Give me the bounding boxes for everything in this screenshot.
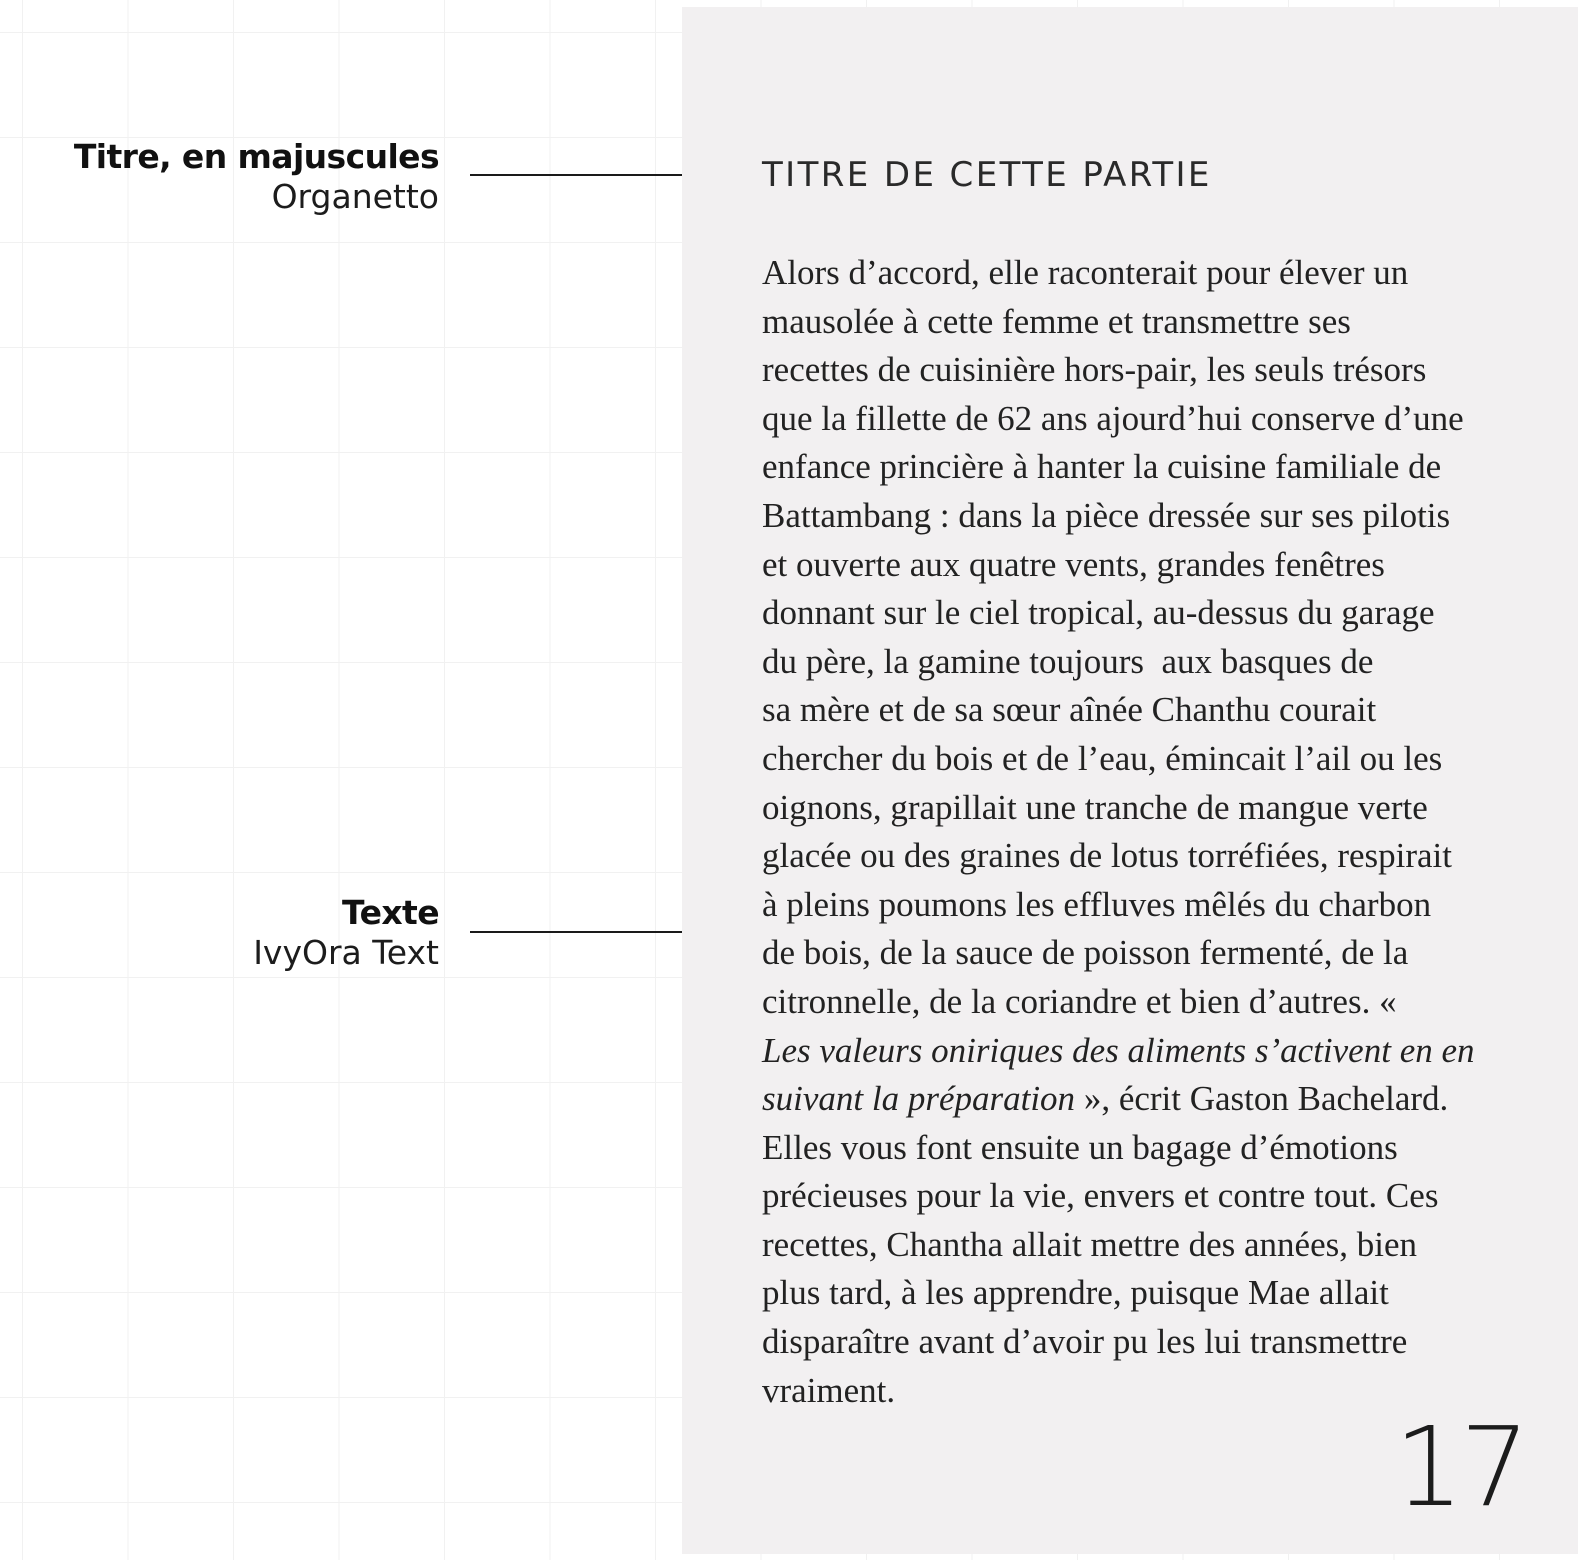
body-line: mausolée à cette femme et transmettre ses: [762, 301, 1351, 341]
quote-italic: Les valeurs oniriques des aliments s’activent en en: [762, 1030, 1475, 1070]
page-number: 17: [1394, 1403, 1526, 1531]
annotation-title-label: Titre, en majuscules: [73, 137, 439, 176]
body-line: glacée ou des graines de lotus torréfiées, respirait: [762, 836, 1453, 876]
body-line: donnant sur le ciel tropical, au-dessus du garage: [762, 593, 1435, 633]
body-line: enfance princière à hanter la cuisine familiale de: [762, 447, 1442, 487]
body-line: que la fillette de 62 ans ajourd’hui conserve d’une: [762, 398, 1464, 438]
annotation-title-font: Organetto: [271, 177, 439, 216]
quote-italic: suivant la préparation: [762, 1079, 1076, 1119]
body-line: sa mère et de sa sœur aînée Chanthu courait: [762, 690, 1377, 730]
body-line: à pleins poumons les effluves mêlés du charbon: [762, 884, 1432, 924]
annotation-text-font: IvyOra Text: [253, 933, 439, 972]
body-line: oignons, grapillait une tranche de mangue verte: [762, 787, 1428, 827]
body-line: Alors d’accord, elle raconterait pour élever un: [762, 253, 1409, 292]
quote-attribution: », écrit Gaston Bachelard.: [1075, 1079, 1449, 1119]
page-title: TITRE DE CETTE PARTIE: [762, 155, 1212, 195]
body-line: du père, la gamine toujours aux basques de: [762, 641, 1374, 681]
body-line: Battambang : dans la pièce dressée sur ses pilotis: [762, 495, 1451, 535]
body-line: et ouverte aux quatre vents, grandes fenêtres: [762, 544, 1385, 584]
body-line: Elles vous font ensuite un bagage d’émotions: [762, 1127, 1398, 1167]
body-line: de bois, de la sauce de poisson fermenté, de la: [762, 933, 1409, 973]
body-text: [762, 249, 1475, 1415]
annotation-text: [253, 893, 439, 973]
body-line: plus tard, à les apprendre, puisque Mae allait: [762, 1273, 1389, 1313]
annotation-text-label: Texte: [342, 893, 439, 932]
page-sample: [682, 7, 1578, 1554]
body-line: recettes de cuisinière hors-pair, les seuls trésors: [762, 350, 1427, 390]
body-line: précieuses pour la vie, envers et contre tout. Ces: [762, 1176, 1439, 1216]
body-line: recettes, Chantha allait mettre des années, bien: [762, 1224, 1418, 1264]
body-line: chercher du bois et de l’eau, émincait l’ail ou les: [762, 738, 1443, 778]
annotation-title: [74, 137, 439, 217]
body-line-quote-end: [762, 1075, 1475, 1124]
body-line: citronnelle, de la coriandre et bien d’autres. «: [762, 981, 1397, 1021]
body-line: vraiment.: [762, 1370, 896, 1410]
body-line-quote: [762, 1027, 1475, 1076]
body-line: disparaître avant d’avoir pu les lui transmettre: [762, 1322, 1408, 1362]
